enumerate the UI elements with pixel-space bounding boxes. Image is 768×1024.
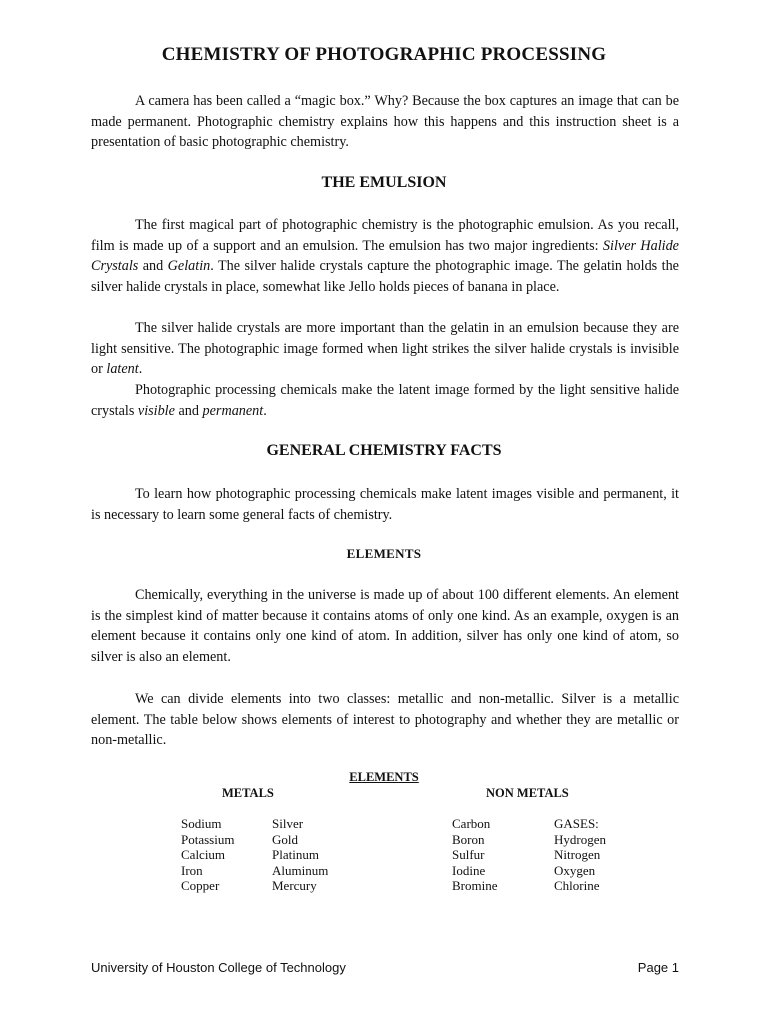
nonmetals-column-1 (452, 816, 498, 894)
metals-header: METALS (222, 786, 274, 800)
table-cell: Iron (181, 862, 203, 878)
table-cell: Gold (272, 831, 298, 847)
table-cell: Copper (181, 878, 220, 894)
page-title: CHEMISTRY OF PHOTOGRAPHIC PROCESSING (161, 44, 607, 65)
table-cell: Calcium (181, 847, 226, 863)
section-heading-general-chemistry: GENERAL CHEMISTRY FACTS (266, 442, 502, 459)
table-cell: Silver (272, 816, 304, 831)
table-cell: Chlorine (554, 878, 600, 894)
emphasis-permanent: permanent (202, 402, 264, 419)
emphasis-gelatin: Gelatin (167, 258, 211, 275)
table-cell: Oxygen (554, 862, 596, 878)
emulsion-paragraph-3: Photographic processing chemicals make the latent image formed by the light sensitive halide crystals visible and permanent. (91, 382, 679, 419)
footer-page-number: Page 1 (637, 960, 679, 975)
footer-institution: University of Houston College of Technology (91, 960, 346, 975)
nonmetals-header: NON METALS (486, 786, 569, 800)
table-cell: Sodium (181, 816, 222, 831)
intro-text: A camera has been called a “magic box.” Why? Because the box captures an image that can be made permanent. Photographic chemistry explains how this happens and this instruction sheet is a presentation of basic photographic chemistry. (91, 93, 679, 151)
table-cell: Nitrogen (554, 847, 601, 863)
table-cell: Boron (452, 831, 485, 847)
table-cell: Potassium (181, 831, 235, 847)
table-cell: Bromine (452, 878, 498, 894)
emulsion-paragraph-2: The silver halide crystals are more important than the gelatin in an emulsion because they are light sensitive. The photographic image formed when light strikes the silver halide crystals is invisible or latent. (91, 320, 679, 378)
table-cell: Carbon (452, 816, 491, 831)
elements-paragraph-2: We can divide elements into two classes: metallic and non-metallic. Silver is a metallic element. The table below shows elements of interest to photography and whether they are metallic or non-metallic. (91, 691, 679, 749)
table-cell: Mercury (272, 878, 317, 894)
emphasis-visible: visible (137, 402, 175, 419)
nonmetals-column-2 (554, 816, 606, 894)
elements-paragraph-1: Chemically, everything in the universe is made up of about 100 different elements. An element is the simplest kind of matter because it contains atoms of only one kind. As an example, oxygen is an element because it contains only one kind of atom. In addition, silver has only one kind of atom, so silver is also an element. (91, 587, 679, 665)
table-cell: Sulfur (452, 847, 485, 863)
intro-paragraph (91, 91, 679, 153)
table-cell: Aluminum (272, 862, 329, 878)
elements-table-title: ELEMENTS (349, 770, 419, 784)
table-cell: GASES: (554, 816, 599, 831)
emphasis-silver-halide: Silver Halide Crystals (91, 237, 679, 275)
section-heading-emulsion: THE EMULSION (321, 174, 447, 191)
subsection-heading-elements: ELEMENTS (346, 546, 422, 561)
table-cell: Hydrogen (554, 831, 606, 847)
table-cell: Platinum (272, 847, 319, 863)
emulsion-paragraph-1: The first magical part of photographic chemistry is the photographic emulsion. As you recall, film is made up of a support and an emulsion. The emulsion has two major ingredients: Silver Halide Crystals and Gelatin. The silver halide crystals capture the photographic image. The gelatin holds the silver halide crystals in place, somewhat like Jello holds pieces of banana in place. (91, 217, 679, 295)
metals-column-1 (181, 816, 234, 894)
general-chemistry-paragraph: To learn how photographic processing chemicals make latent images visible and permanent, it is necessary to learn some general facts of chemistry. (91, 486, 679, 523)
table-cell: Iodine (452, 862, 486, 878)
metals-column-2 (272, 816, 328, 894)
emphasis-latent: latent (106, 361, 139, 378)
